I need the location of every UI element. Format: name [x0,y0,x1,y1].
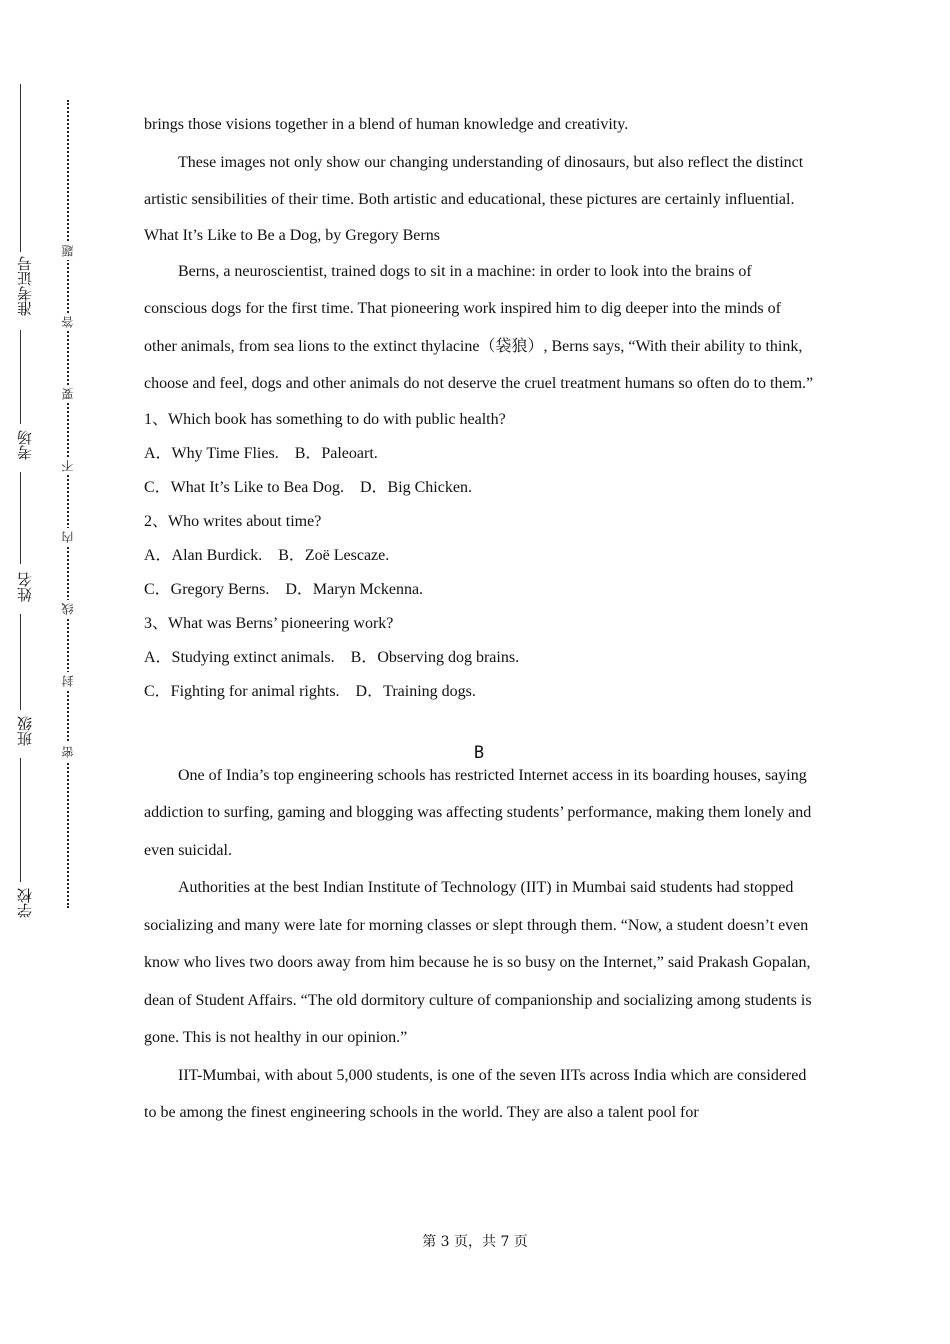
question [144,607,814,709]
binding-field-class: 班级 [16,716,34,746]
question-options: C．Gregory Berns. D．Maryn Mckenna. [144,580,424,598]
binding-line [20,84,21,252]
binding-line [20,330,21,424]
passage-b-paragraph: IIT-Mumbai, with about 5,000 students, is one of the seven IITs across India which are considered to be among the finest engineering schools in the world. They are also a talent pool for [144,1066,807,1121]
passage-a-paragraph: These images not only show our changing understanding of dinosaurs, but also reflect the distinct artistic sensibilities of their time. Both artistic and educational, these pictures are certainly influential. [144,153,804,208]
section-heading: B [473,742,485,763]
binding-line [20,472,21,564]
seal-char: 题 [59,242,77,260]
binding-field-exam-room: 考场 [16,430,34,460]
passage-a-paragraph: Berns, a neuroscientist, trained dogs to sit in a machine: in order to look into the brains of conscious dogs for the first time. That pioneering work inspired him to dig deeper into the minds of other animals, from sea lions to the extinct thylacine（袋狼）, Berns says, “With their ability to think, choose and feel, dogs and other animals do not deserve the cruel treatment humans so often do to them.” [144,262,814,392]
book-title: What It’s Like to Be a Dog, by Gregory Berns [144,226,440,244]
main-content [144,118,814,1132]
question-stem: 2、Who writes about time? [144,512,322,530]
seal-char: 内 [59,528,77,546]
seal-char: 要 [59,385,77,403]
passage-b-paragraph: One of India’s top engineering schools has restricted Internet access in its boarding houses, saying addiction to surfing, gaming and blogging was affecting students’ performance, making them lonely and even suicidal. [144,766,812,859]
seal-char: 不 [59,457,77,475]
binding-field-name: 姓名 [16,572,34,602]
question-stem: 3、What was Berns’ pioneering work? [144,614,394,632]
question-options: A．Why Time Flies. B．Paleoart. [144,444,378,462]
seal-char: 线 [59,600,77,618]
question [144,403,814,505]
binding-line [20,614,21,710]
binding-line [20,758,21,882]
seal-char: 答 [59,313,77,331]
question-stem: 1、Which book has something to do with public health? [144,410,506,428]
question [144,505,814,607]
page-number: 第 3 页，共 7 页 [422,1234,528,1250]
seal-dotted-line [67,100,69,908]
binding-margin [0,0,100,1344]
passage-a-paragraph: brings those visions together in a blend of human knowledge and creativity. [144,116,629,133]
question-options: A．Alan Burdick. B．Zoë Lescaze. [144,546,390,564]
question-options: A．Studying extinct animals. B．Observing dog brains. [144,648,520,666]
question-list [144,403,814,709]
question-options: C．What It’s Like to Bea Dog. D．Big Chicken. [144,478,472,496]
binding-field-school: 学校 [16,888,34,918]
seal-char: 封 [59,672,77,690]
question-options: C．Fighting for animal rights. D．Training dogs. [144,682,476,700]
binding-field-exam-number: 准考证号 [16,256,34,316]
seal-char: 密 [59,743,77,761]
passage-b-paragraph: Authorities at the best Indian Institute of Technology (IIT) in Mumbai said students had stopped socializing and many were late for morning classes or slept through them. “Now, a student doesn’t even know who lives two doors away from him because he is so busy on the Internet,” said Prakash Gopalan, dean of Student Affairs. “The old dormitory culture of companionship and socializing among students is gone. This is not healthy in our opinion.” [144,879,812,1046]
